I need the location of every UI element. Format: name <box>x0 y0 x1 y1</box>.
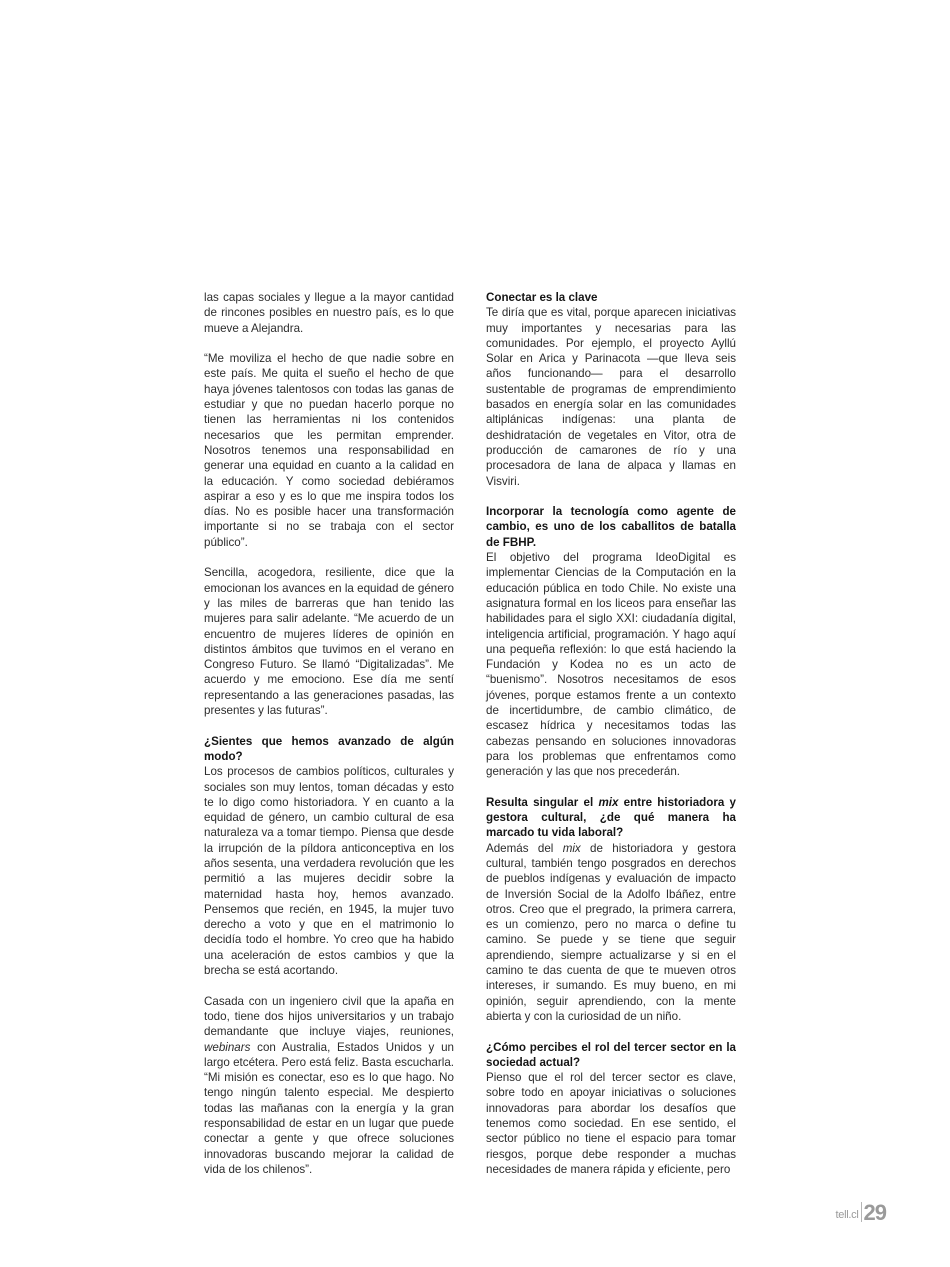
section-heading: Conectar es la clave <box>486 291 598 304</box>
page-footer <box>836 1202 886 1224</box>
interview-answer: El objetivo del programa IdeoDigital es implementar Ciencias de la Computación en la educación pública en todo Chile. No existe una asignatura formal en los liceos para enseñar las habilidades para el siglo XXI: ciudadanía digital, inteligencia artificial, programación. Y hago aquí una pequeña reflexión: lo que está haciendo la Fundación y Kodea no es un acto de “buenismo”. Nosotros necesitamos de esos jóvenes, porque estamos frente a un contexto de incertidumbre, de cambio climático, de escasez hídrica y necesitamos todas las cabezas pensando en soluciones innovadoras para los problemas que enfrentamos como generación y las que nos precederán. <box>486 551 736 779</box>
paragraph-text: con Australia, Estados Unidos y un largo etcétera. Pero está feliz. Basta escucharla. “Mi misión es conectar, eso es lo que hago. No tengo ningún talento especial. Me despierto todas las mañanas con la energía y la gran responsabilidad de estar en un lugar que puede conectar a gente y que ofrece soluciones innovadoras buscando mejorar la calidad de vida de los chilenos”. <box>204 1040 454 1176</box>
qa-block <box>486 290 736 489</box>
interview-question: ¿Sientes que hemos avanzado de algún modo? <box>204 734 454 763</box>
paragraph-text: Casada con un ingeniero civil que la apaña en todo, tiene dos hijos universitarios y un trabajo demandante que incluye viajes, reuniones, <box>204 994 454 1039</box>
paragraph: “Me moviliza el hecho de que nadie sobre en este país. Me quita el sueño el hecho de que haya jóvenes talentosos con todas las ganas de estudiar y que no puedan hacerlo porque no tienen las herramientas ni los contenidos necesarios que les permitan emprender. Nosotros tenemos una responsabilidad en generar una equidad en cuanto a la calidad en la educación. Y como sociedad debiéramos aspirar a eso y es lo que me inspira todos los días. No es posible hacer una transformación importante si no se trabaja con el sector público”. <box>204 352 454 549</box>
emphasis-text: mix <box>562 841 581 855</box>
qa-block <box>486 795 736 1024</box>
site-name: tell.cl <box>835 1209 859 1221</box>
interview-question: Incorporar la tecnología como agente de cambio, es uno de los caballitos de batalla de FBHP. <box>486 505 736 549</box>
emphasis-text: webinars <box>204 1040 251 1054</box>
qa-block <box>204 734 454 979</box>
qa-block <box>486 504 736 779</box>
paragraph: Sencilla, acogedora, resiliente, dice que la emocionan los avances en la equidad de género y las miles de barreras que han tenido las mujeres para salir adelante. “Me acuerdo de un encuentro de mujeres líderes de opinión en distintos ámbitos que tuvimos en el verano en Congreso Futuro. Se llamó “Digitalizadas”. Me acuerdo y me emociono. Ese día me sentí representando a las generaciones pasadas, las presentes y las futuras”. <box>204 566 454 718</box>
footer-divider <box>861 1202 862 1222</box>
paragraph <box>204 994 454 1178</box>
paragraph: las capas sociales y llegue a la mayor cantidad de rincones posibles en nuestro país, es lo que mueve a Alejandra. <box>204 291 454 335</box>
emphasis-text: mix <box>598 795 619 809</box>
page-number: 29 <box>863 1200 886 1225</box>
interview-question: Resulta singular el mix entre historiadora y gestora cultural, ¿de qué manera ha marcado tu vida laboral? <box>486 795 736 840</box>
interview-answer: Pienso que el rol del tercer sector es clave, sobre todo en apoyar iniciativas o soluciones innovadoras para abordar los desafíos que tenemos como sociedad. En ese sentido, el sector público no tiene el espacio para tomar riesgos, porque debe responder a muchas necesidades de manera rápida y eficiente, pero <box>486 1071 736 1176</box>
left-column <box>204 290 454 1177</box>
interview-question: ¿Cómo percibes el rol del tercer sector en la sociedad actual? <box>486 1040 736 1069</box>
interview-answer: Además del mix de historiadora y gestora cultural, también tengo posgrados en derechos de pueblos indígenas y evaluación de impacto de Inversión Social de la Adolfo Ibáñez, entre otros. Creo que el pregrado, la primera carrera, es un comienzo, pero no marca o define tu camino. Se puede y se tiene que seguir aprendiendo, siempre actualizarse y si en el camino te das cuenta de que te mueven otros intereses, ir sumando. Es muy bueno, en mi opinión, seguir aprendiendo, con la mente abierta y con la curiosidad de un niño. <box>486 841 737 1023</box>
interview-answer: Los procesos de cambios políticos, culturales y sociales son muy lentos, toman décadas y esto te lo digo como historiadora. Y en cuanto a la equidad de género, un cambio cultural de esa naturaleza va a tomar tiempo. Piensa que desde la irrupción de la píldora anticonceptiva en los años sesenta, una verdadera revolución que les permitió a las mujeres decidir sobre la maternidad hasta hoy, hemos avanzado. Pensemos que recién, en 1945, la mujer tuvo derecho a voto y que en el matrimonio lo decidía todo el hombre. Yo creo que ha habido una aceleración de estos cambios y que la brecha se está acortando. <box>204 765 454 978</box>
right-column <box>486 290 736 1177</box>
interview-answer: Te diría que es vital, porque aparecen iniciativas muy importantes y necesarias para las comunidades. Por ejemplo, el proyecto Ayllú Solar en Arica y Parinacota —que lleva seis años funcionando— para el desarrollo sustentable de programas de emprendimiento basados en energía solar en las comunidades altiplánicas indígenas: una planta de deshidratación de vegetales en Vitor, otra de producción de camarones de río y una procesadora de lana de alpaca y llamas en Visviri. <box>486 306 736 488</box>
qa-block <box>486 1040 736 1178</box>
